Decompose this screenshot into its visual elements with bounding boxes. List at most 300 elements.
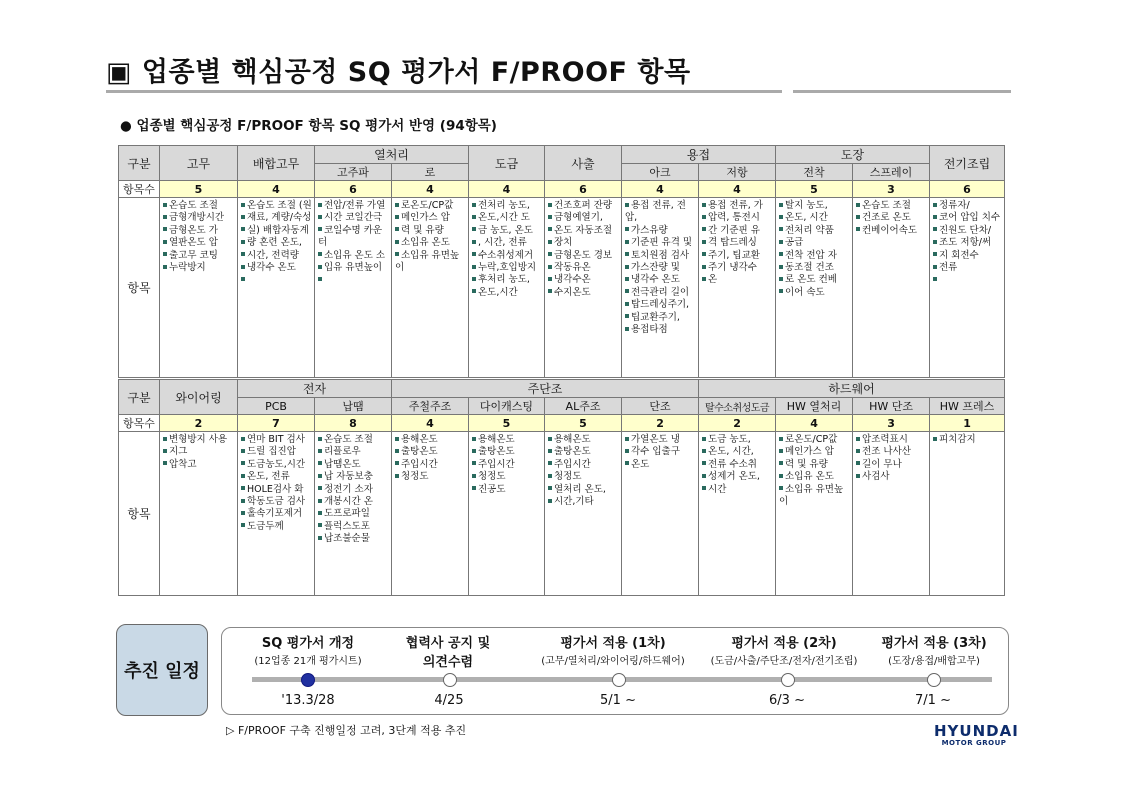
items-cell (160, 198, 238, 378)
bullet-icon (779, 486, 783, 490)
bullet-icon (472, 240, 476, 244)
list-item (625, 237, 696, 249)
bullet-icon (472, 227, 476, 231)
list-item (625, 225, 696, 237)
list-item (856, 471, 927, 483)
list-item-text: 토치원점 검사 (631, 249, 690, 261)
list-item (318, 484, 389, 496)
list-item-text: 용해온도 (478, 434, 515, 445)
bullet-icon (625, 314, 629, 318)
bullet-icon (548, 203, 552, 207)
list-item-text: 실) 배합자동계 (247, 224, 309, 236)
items-cell (545, 198, 622, 378)
bullet-icon (318, 523, 322, 527)
bullet-icon (318, 227, 322, 231)
list-item (625, 459, 696, 471)
list-item-text: 수소취성제거 (478, 249, 534, 261)
items-cell (622, 198, 699, 378)
bullet-icon (933, 240, 937, 244)
bullet-icon (163, 203, 167, 207)
header-group-paint: 도장 (776, 146, 930, 164)
bullet-icon (472, 486, 476, 490)
list-item (472, 484, 542, 496)
count-cell: 3 (853, 181, 930, 198)
list-item-text: 전극관리 길이 (631, 286, 690, 298)
list-item-text: 소입유 온도 (785, 471, 834, 483)
list-item-text: 냉각수온 (554, 274, 591, 286)
list-item (625, 250, 696, 262)
footnote: ▷ F/PROOF 구축 진행일정 고려, 3단계 적용 추진 (226, 724, 467, 737)
list-item-text: 탈지 농도, (785, 200, 828, 211)
bullet-icon (779, 240, 783, 244)
count-cell: 4 (622, 181, 699, 198)
bullet-icon (241, 474, 245, 478)
list-item-text: 냉각수 온도 (631, 274, 680, 286)
list-item-text: 출탕온도 (554, 446, 591, 458)
list-item (241, 250, 312, 262)
header-electric-assembly: 전기조립 (930, 146, 1005, 181)
bullet-icon (856, 474, 860, 478)
count-cell: 7 (238, 415, 315, 432)
list-item-text: 길이 무나 (862, 458, 902, 470)
list-item (702, 225, 773, 237)
list-item-text: 전조 나사산 (862, 446, 911, 458)
list-item-text: 누락방지 (169, 262, 206, 274)
items-label: 항목 (119, 198, 160, 378)
list-item (241, 434, 312, 446)
count-cell: 6 (930, 181, 1005, 198)
list-item (395, 225, 466, 237)
list-item (318, 459, 389, 471)
bullet-icon (702, 449, 706, 453)
bullet-icon (318, 536, 322, 540)
list-item-text: 가스유량 (631, 224, 668, 236)
bullet-icon (625, 277, 629, 281)
list-item (702, 484, 773, 496)
milestone-5-date: 7/1 ~ (915, 693, 951, 708)
bullet-icon (241, 277, 245, 281)
count-cell: 6 (545, 181, 622, 198)
list-item (472, 225, 542, 237)
items-label: 항목 (119, 432, 160, 596)
list-item (472, 212, 542, 224)
items-cell (315, 198, 392, 378)
count-label: 항목수 (119, 181, 160, 198)
list-item (779, 212, 850, 224)
bullet-icon (395, 449, 399, 453)
list-item (933, 262, 1002, 274)
list-item-text: 진원도 단차/ (939, 224, 992, 236)
list-item (472, 459, 542, 471)
bullet-icon (472, 215, 476, 219)
milestone-5-sub: (도장/용접/배합고무) (888, 656, 980, 667)
logo-line1: HYUNDAI (934, 722, 1019, 740)
bullet-icon (548, 486, 552, 490)
list-item-text: 용해온도 (401, 434, 438, 445)
list-item (395, 471, 466, 483)
bullet-icon (625, 265, 629, 269)
bullet-icon (933, 265, 937, 269)
list-item-text: 누락,호입방지 (478, 262, 537, 274)
header-group-casting: 주단조 (392, 380, 699, 398)
list-item (779, 287, 850, 299)
header-plating: 도금 (469, 146, 545, 181)
bullet-icon (318, 499, 322, 503)
list-item (548, 250, 619, 262)
list-item-text: 시간 코일간극 (324, 212, 383, 224)
milestone-4-dot (781, 673, 795, 687)
count-cell: 4 (238, 181, 315, 198)
list-item (702, 434, 773, 446)
bullet-icon (856, 203, 860, 207)
count-cell: 6 (315, 181, 392, 198)
header-pcb: PCB (238, 398, 315, 415)
list-item-text: 납땜온도 (324, 458, 361, 470)
list-item (625, 324, 696, 336)
list-item-text: 력 및 유량 (785, 458, 828, 470)
list-item-text: 가스잔량 및 (631, 262, 680, 274)
list-item-text: 건조로 온도 (862, 212, 911, 224)
list-item (241, 446, 312, 458)
list-item (318, 225, 389, 250)
bullet-icon (625, 240, 629, 244)
list-item (779, 446, 850, 458)
list-item-text: 용해온도 (554, 434, 591, 445)
list-item (779, 225, 850, 237)
header-forging: 단조 (622, 398, 699, 415)
list-item (318, 200, 389, 212)
list-item-text: 기준핀 유격 및 (631, 237, 693, 249)
list-item-text: 로온도/CP값 (401, 200, 454, 211)
list-item (318, 434, 389, 446)
items-cell (469, 432, 545, 596)
list-item (933, 225, 1002, 237)
list-item-text: 탑드레싱주기, (631, 299, 690, 311)
list-item (548, 471, 619, 483)
list-item-text: 금형온도 경보 (554, 249, 613, 261)
list-item (241, 262, 312, 274)
list-item (395, 434, 466, 446)
list-item (472, 200, 542, 212)
list-item (625, 287, 696, 299)
items-cell (930, 432, 1005, 596)
header-group-heat: 열처리 (315, 146, 469, 164)
list-item-text: 변형방지 사용 (169, 434, 228, 445)
title-underline-right (793, 90, 1011, 93)
list-item-text: 메인가스 압 (401, 212, 450, 224)
list-item (548, 484, 619, 496)
bullet-icon (856, 215, 860, 219)
bullet-icon (241, 437, 245, 441)
list-item (548, 287, 619, 299)
list-item (702, 237, 773, 249)
header-cast-iron: 주철주조 (392, 398, 469, 415)
list-item (625, 446, 696, 458)
milestone-3-title: 평가서 적용 (1차) (560, 636, 666, 651)
list-item (548, 496, 619, 508)
bullet-icon (779, 449, 783, 453)
bullet-icon (702, 252, 706, 256)
list-item-text: 출탕온도 (478, 446, 515, 458)
list-item (625, 200, 696, 225)
list-item (241, 496, 312, 508)
list-item-text: 전착 전압 자 (785, 249, 837, 261)
bullet-icon (856, 227, 860, 231)
list-item (163, 459, 235, 471)
bullet-icon (779, 474, 783, 478)
list-item (472, 262, 542, 274)
bullet-icon (241, 215, 245, 219)
list-item-text: 주입시간 (554, 458, 591, 470)
header-gubun: 구분 (119, 146, 160, 181)
header-hw-press: HW 프레스 (930, 398, 1005, 415)
list-item (548, 212, 619, 224)
header-spray: 스프레이 (853, 164, 930, 181)
list-item-text: 도프로파일 (324, 508, 370, 520)
list-item-text: 온도, 전류 (247, 471, 290, 483)
bullet-icon (318, 461, 322, 465)
bullet-icon (933, 252, 937, 256)
bullet-icon (318, 474, 322, 478)
list-item (395, 446, 466, 458)
bullet-icon (702, 265, 706, 269)
list-item (241, 484, 312, 496)
list-item (241, 274, 312, 286)
bullet-icon (625, 461, 629, 465)
list-item-text: 개봉시간 온 (324, 496, 373, 508)
list-item-text: 온습도 조절 (324, 434, 373, 445)
header-furnace: 로 (392, 164, 469, 181)
list-item-text: 온 (708, 274, 718, 286)
list-item-text: 납조불순물 (324, 533, 370, 545)
list-item-text: 학동도금 검사 (247, 496, 306, 508)
bullet-icon (779, 203, 783, 207)
bullet-icon (472, 203, 476, 207)
list-item (318, 471, 389, 483)
list-item (395, 250, 466, 275)
list-item-text: 지그 (169, 446, 188, 458)
milestone-3-sub: (고무/열처리/와이어링/하드웨어) (541, 656, 685, 667)
bullet-icon (702, 240, 706, 244)
list-item-text: 압조력표시 (862, 434, 908, 445)
bullet-icon (548, 215, 552, 219)
bullet-icon (318, 252, 322, 256)
list-item-text: 냉각수 온도 (247, 262, 296, 274)
list-item-text: 사검사 (862, 471, 890, 483)
list-item (933, 237, 1002, 249)
table-process-2 (118, 379, 1005, 596)
bullet-icon (318, 203, 322, 207)
list-item-text: 주입시간 (401, 458, 438, 470)
list-item-text: 전처리 약품 (785, 224, 834, 236)
list-item (856, 200, 927, 212)
list-item (779, 274, 850, 286)
count-cell: 1 (930, 415, 1005, 432)
list-item-text: 온도, 시간, (708, 446, 754, 458)
count-cell: 4 (392, 415, 469, 432)
items-cell (160, 432, 238, 596)
list-item (241, 471, 312, 483)
milestone-5-dot (927, 673, 941, 687)
bullet-icon (241, 449, 245, 453)
list-item-text: 온도 (631, 458, 650, 470)
list-item-text: 주입시간 (478, 458, 515, 470)
bullet-icon (779, 227, 783, 231)
list-item-text: 로 온도 컨베 (785, 274, 837, 286)
bullet-icon (241, 252, 245, 256)
list-item (702, 459, 773, 471)
section-subtitle: ● 업종별 핵심공정 F/PROOF 항목 SQ 평가서 반영 (94항목) (120, 118, 497, 134)
list-item-text: 금형온도 가 (169, 224, 218, 236)
list-item (395, 212, 466, 224)
list-item (933, 200, 1002, 212)
bullet-icon (241, 461, 245, 465)
bullet-icon (472, 461, 476, 465)
list-item-text: 시간, 전력량 (247, 249, 299, 261)
count-cell: 3 (853, 415, 930, 432)
list-item-text: 납 자동보충 (324, 471, 373, 483)
count-cell: 2 (622, 415, 699, 432)
list-item (472, 471, 542, 483)
header-high-frequency: 고주파 (315, 164, 392, 181)
count-cell: 4 (392, 181, 469, 198)
header-wiring: 와이어링 (160, 380, 238, 415)
bullet-icon (548, 461, 552, 465)
list-item (779, 471, 850, 483)
list-item (548, 262, 619, 274)
bullet-icon (702, 437, 706, 441)
bullet-icon (472, 265, 476, 269)
count-cell: 4 (469, 181, 545, 198)
header-injection: 사출 (545, 146, 622, 181)
bullet-icon (395, 227, 399, 231)
list-item (395, 200, 466, 212)
count-cell: 8 (315, 415, 392, 432)
milestone-4-title: 평가서 적용 (2차) (731, 636, 837, 651)
items-cell (699, 432, 776, 596)
bullet-icon (318, 511, 322, 515)
list-item-text: 지 회전수 (939, 249, 979, 261)
list-item-text: 열처리 온도, (554, 483, 606, 495)
list-item-text: HOLE검사 화 (247, 483, 304, 495)
list-item-text: 도금농도,시간 (247, 458, 306, 470)
bullet-icon (625, 449, 629, 453)
list-item (779, 250, 850, 262)
bullet-icon (241, 265, 245, 269)
list-item (702, 212, 773, 224)
list-item (472, 287, 542, 299)
header-resistance: 저항 (699, 164, 776, 181)
items-cell (853, 198, 930, 378)
list-item (779, 200, 850, 212)
items-cell (238, 198, 315, 378)
bullet-icon (163, 449, 167, 453)
list-item (548, 225, 619, 237)
items-cell (930, 198, 1005, 378)
list-item (472, 237, 542, 249)
list-item-text: 전류 수소취 (708, 458, 757, 470)
milestone-3-dot (612, 673, 626, 687)
bullet-icon (625, 302, 629, 306)
list-item (548, 274, 619, 286)
bullet-icon (933, 227, 937, 231)
schedule-label-box: 추진 일정 (116, 624, 208, 716)
list-item (625, 262, 696, 274)
items-cell (392, 198, 469, 378)
bullet-icon (472, 437, 476, 441)
list-item-text: 진공도 (478, 483, 506, 495)
list-item-text: 동조절 건조 (785, 262, 834, 274)
list-item-text: 드릴 집진압 (247, 446, 296, 458)
list-item-text: 소입유 유면높이 (779, 483, 844, 508)
bullet-icon (933, 277, 937, 281)
bullet-icon (395, 203, 399, 207)
bullet-icon (548, 474, 552, 478)
milestone-2-dot (443, 673, 457, 687)
list-item (702, 446, 773, 458)
list-item-text: 후처리 농도, (478, 274, 530, 286)
list-item (856, 212, 927, 224)
bullet-icon (395, 215, 399, 219)
list-item (163, 225, 235, 237)
header-hw-forging: HW 단조 (853, 398, 930, 415)
list-item-text: 코어 압입 치수 (939, 212, 1001, 224)
bullet-icon (241, 240, 245, 244)
list-item (241, 237, 312, 249)
list-item (856, 225, 927, 237)
list-item-text: 연마 BIT 검사 (247, 434, 305, 445)
list-item-text: 온도,시간 도 (478, 212, 530, 224)
items-cell (699, 198, 776, 378)
list-item-text: 장치 (554, 237, 573, 249)
list-item-text: 시간 (708, 483, 727, 495)
bullet-icon (241, 203, 245, 207)
page-title: ▣ 업종별 핵심공정 SQ 평가서 F/PROOF 항목 (106, 57, 691, 88)
list-item (318, 250, 389, 262)
list-item (472, 250, 542, 262)
list-item-text: 주기 냉각수 (708, 262, 757, 274)
list-item (779, 484, 850, 509)
bullet-icon (933, 203, 937, 207)
list-item-text: 량 혼련 온도, (247, 237, 302, 249)
list-item (318, 274, 389, 286)
count-cell: 4 (699, 181, 776, 198)
bullet-icon (856, 449, 860, 453)
bullet-icon (548, 240, 552, 244)
hyundai-logo (934, 722, 1019, 747)
list-item-text: 공급 (785, 237, 804, 249)
list-item-text: 피치감지 (939, 434, 976, 445)
bullet-icon (395, 437, 399, 441)
list-item (163, 212, 235, 224)
items-cell (545, 432, 622, 596)
bullet-icon (702, 277, 706, 281)
items-cell (469, 198, 545, 378)
logo-line2: MOTOR GROUP (941, 739, 1007, 747)
header-dehydrogen-plating: 탈수소취성도금 (699, 398, 776, 415)
list-item-text: 코일수명 카운터 (318, 224, 383, 249)
items-cell (622, 432, 699, 596)
milestone-2-title-line2: 의견수렴 (422, 655, 474, 670)
bullet-icon (395, 461, 399, 465)
list-item (702, 471, 773, 483)
list-item-text: 금형예열기, (554, 212, 603, 224)
milestone-1-date: '13.3/28 (281, 693, 335, 708)
list-item-text: 청정도 (478, 471, 506, 483)
list-item (702, 250, 773, 262)
list-item (548, 237, 619, 249)
bullet-icon (548, 449, 552, 453)
